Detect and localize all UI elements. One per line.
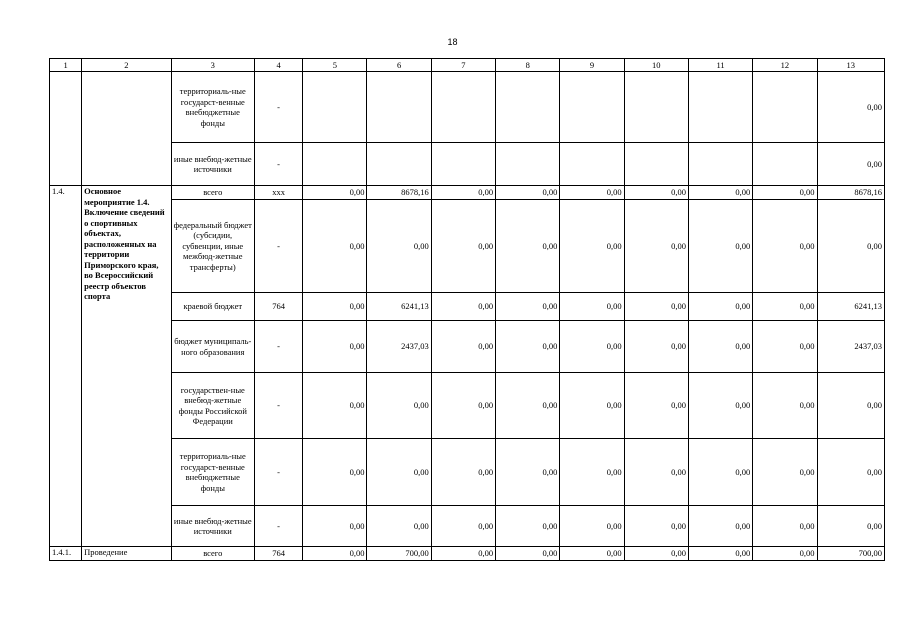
value-cell: 0,00 — [753, 186, 817, 200]
source-cell: государствен-ные внебюд-жетные фонды Российской Федерации — [171, 373, 254, 439]
value-cell: 0,00 — [560, 200, 624, 293]
value-cell: 2437,03 — [817, 321, 884, 373]
source-cell: всего — [171, 547, 254, 561]
value-cell: 0,00 — [817, 373, 884, 439]
source-cell: территориаль-ные государст-венные внебюджетные фонды — [171, 72, 254, 143]
value-cell: 0,00 — [688, 321, 752, 373]
value-cell: 0,00 — [303, 321, 367, 373]
value-cell: 0,00 — [624, 321, 688, 373]
value-cell: 0,00 — [624, 186, 688, 200]
name-cell: Проведение — [82, 547, 171, 561]
value-cell — [496, 143, 560, 186]
value-cell: 6241,13 — [367, 293, 431, 321]
value-cell: 0,00 — [303, 293, 367, 321]
value-cell: 0,00 — [431, 321, 495, 373]
code-cell: - — [254, 321, 302, 373]
code-cell: - — [254, 72, 302, 143]
value-cell: 0,00 — [560, 547, 624, 561]
column-header: 4 — [254, 59, 302, 72]
column-header: 2 — [82, 59, 171, 72]
value-cell: 0,00 — [753, 200, 817, 293]
value-cell: 0,00 — [496, 321, 560, 373]
value-cell: 0,00 — [817, 200, 884, 293]
value-cell: 700,00 — [367, 547, 431, 561]
value-cell: 0,00 — [688, 293, 752, 321]
value-cell: 0,00 — [431, 200, 495, 293]
source-cell: краевой бюджет — [171, 293, 254, 321]
value-cell: 0,00 — [753, 373, 817, 439]
value-cell: 0,00 — [496, 547, 560, 561]
value-cell — [688, 72, 752, 143]
value-cell: 0,00 — [560, 186, 624, 200]
value-cell — [560, 143, 624, 186]
column-header: 11 — [688, 59, 752, 72]
value-cell: 8678,16 — [817, 186, 884, 200]
value-cell: 0,00 — [303, 547, 367, 561]
source-cell: территориаль-ные государст-венные внебюджетные фонды — [171, 439, 254, 506]
value-cell — [753, 143, 817, 186]
source-cell: всего — [171, 186, 254, 200]
value-cell: 0,00 — [817, 439, 884, 506]
table-row — [50, 72, 885, 143]
value-cell — [431, 72, 495, 143]
value-cell: 0,00 — [624, 293, 688, 321]
value-cell: 0,00 — [303, 439, 367, 506]
value-cell — [496, 72, 560, 143]
value-cell: 0,00 — [496, 186, 560, 200]
value-cell — [431, 143, 495, 186]
value-cell: 0,00 — [303, 186, 367, 200]
value-cell: 0,00 — [496, 200, 560, 293]
table-row — [50, 547, 885, 561]
value-cell: 0,00 — [817, 143, 884, 186]
value-cell: 0,00 — [624, 506, 688, 547]
column-header: 6 — [367, 59, 431, 72]
value-cell: 0,00 — [624, 200, 688, 293]
value-cell — [753, 72, 817, 143]
value-cell: 0,00 — [367, 373, 431, 439]
code-cell: 764 — [254, 293, 302, 321]
value-cell: 0,00 — [624, 547, 688, 561]
code-cell: - — [254, 200, 302, 293]
value-cell: 0,00 — [431, 293, 495, 321]
value-cell: 0,00 — [688, 547, 752, 561]
source-cell: иные внебюд-жетные источники — [171, 143, 254, 186]
code-cell: - — [254, 373, 302, 439]
source-cell: федеральный бюджет (субсидии, субвенции, иные межбюд-жетные трансферты) — [171, 200, 254, 293]
value-cell: 0,00 — [367, 506, 431, 547]
value-cell: 700,00 — [817, 547, 884, 561]
table-row — [50, 506, 885, 547]
value-cell: 0,00 — [431, 186, 495, 200]
page-number: 18 — [447, 37, 458, 47]
value-cell: 0,00 — [560, 439, 624, 506]
code-cell: - — [254, 439, 302, 506]
column-header: 7 — [431, 59, 495, 72]
value-cell: 0,00 — [560, 293, 624, 321]
column-header: 1 — [50, 59, 82, 72]
code-cell: 764 — [254, 547, 302, 561]
table-row — [50, 186, 885, 200]
table-row — [50, 143, 885, 186]
column-header: 13 — [817, 59, 884, 72]
value-cell: 0,00 — [496, 373, 560, 439]
column-header: 3 — [171, 59, 254, 72]
column-header: 12 — [753, 59, 817, 72]
value-cell: 0,00 — [753, 439, 817, 506]
value-cell: 0,00 — [431, 373, 495, 439]
value-cell: 0,00 — [688, 506, 752, 547]
index-cell: 1.4.1. — [50, 547, 82, 561]
value-cell: 0,00 — [496, 293, 560, 321]
value-cell: 0,00 — [688, 200, 752, 293]
value-cell: 0,00 — [688, 439, 752, 506]
table-row — [50, 200, 885, 293]
column-header: 8 — [496, 59, 560, 72]
value-cell — [624, 143, 688, 186]
value-cell: 0,00 — [367, 200, 431, 293]
value-cell: 8678,16 — [367, 186, 431, 200]
value-cell: 0,00 — [367, 439, 431, 506]
value-cell: 0,00 — [560, 321, 624, 373]
code-cell: - — [254, 506, 302, 547]
value-cell — [367, 143, 431, 186]
name-cell — [82, 72, 171, 186]
name-cell: Основное мероприятие 1.4. Включение сведений о спортивных объектах, расположенных на территории Приморского края, во Всероссийский реестр объектов спорта — [82, 186, 171, 547]
value-cell: 0,00 — [753, 293, 817, 321]
value-cell: 6241,13 — [817, 293, 884, 321]
value-cell: 0,00 — [431, 506, 495, 547]
value-cell: 0,00 — [431, 547, 495, 561]
value-cell: 0,00 — [753, 506, 817, 547]
value-cell: 0,00 — [624, 373, 688, 439]
value-cell: 2437,03 — [367, 321, 431, 373]
table-row — [50, 321, 885, 373]
value-cell: 0,00 — [817, 72, 884, 143]
value-cell: 0,00 — [753, 321, 817, 373]
value-cell: 0,00 — [303, 506, 367, 547]
value-cell: 0,00 — [688, 373, 752, 439]
source-cell: иные внебюд-жетные источники — [171, 506, 254, 547]
value-cell — [303, 72, 367, 143]
index-cell — [50, 72, 82, 186]
value-cell: 0,00 — [496, 506, 560, 547]
value-cell: 0,00 — [496, 439, 560, 506]
value-cell — [303, 143, 367, 186]
value-cell: 0,00 — [560, 373, 624, 439]
budget-table — [49, 58, 885, 561]
value-cell — [367, 72, 431, 143]
value-cell: 0,00 — [303, 200, 367, 293]
value-cell: 0,00 — [688, 186, 752, 200]
index-cell: 1.4. — [50, 186, 82, 547]
value-cell: 0,00 — [560, 506, 624, 547]
table-row — [50, 373, 885, 439]
code-cell: ххх — [254, 186, 302, 200]
value-cell: 0,00 — [624, 439, 688, 506]
code-cell: - — [254, 143, 302, 186]
header-row — [50, 59, 885, 72]
column-header: 9 — [560, 59, 624, 72]
value-cell: 0,00 — [303, 373, 367, 439]
value-cell: 0,00 — [431, 439, 495, 506]
table-row — [50, 439, 885, 506]
value-cell — [624, 72, 688, 143]
source-cell: бюджет муниципаль-ного образования — [171, 321, 254, 373]
column-header: 10 — [624, 59, 688, 72]
table-row — [50, 293, 885, 321]
value-cell — [560, 72, 624, 143]
column-header: 5 — [303, 59, 367, 72]
value-cell: 0,00 — [817, 506, 884, 547]
value-cell: 0,00 — [753, 547, 817, 561]
value-cell — [688, 143, 752, 186]
